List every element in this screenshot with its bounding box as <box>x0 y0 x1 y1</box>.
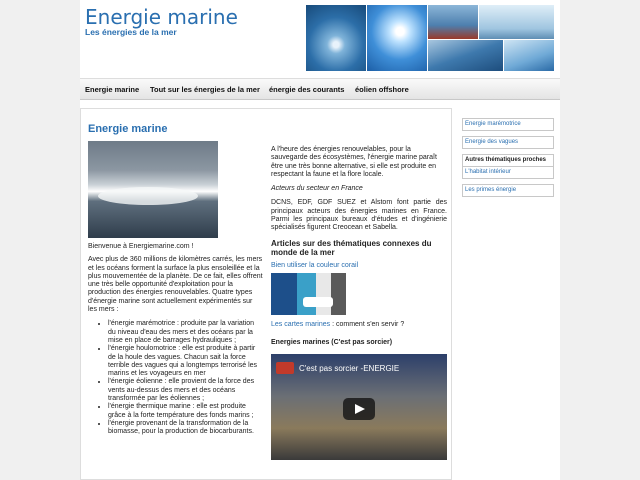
nav-tout-sur-les-energies[interactable]: Tout sur les énergies de la mer <box>150 85 260 94</box>
channel-logo-icon <box>276 362 294 374</box>
header <box>80 0 560 75</box>
play-icon[interactable] <box>343 398 375 420</box>
intro-paragraph: Avec plus de 360 millions de kilomètres carrés, les mers et les océans forment la surface la plus ensoleillée et la plus mouvementée de la planète. De ce fait, elles offrent une très belle opportunité d'exploitation pour la production des énergies renouvelables. Quatre types d'énergie marine sont actuellement expérimentés sur les mers : <box>88 256 263 314</box>
cartes-marines-link[interactable]: Les cartes marines <box>271 320 331 328</box>
banner-sun-image <box>367 5 427 71</box>
page <box>80 0 560 480</box>
bathroom-photo[interactable] <box>271 273 346 315</box>
main-content <box>80 108 452 480</box>
sidebar-link-maremotrice[interactable]: Energie marémotrice <box>462 118 554 131</box>
cartes-marines-suffix: : comment s'en servir ? <box>330 320 405 328</box>
list-item: • l'énergie éolienne : elle provient de la force des vents au-dessus des mers et des océans transformée par les éoliennes ; <box>108 378 263 403</box>
sidebar-link-habitat[interactable]: L'habitat intérieur <box>462 166 554 179</box>
content-left-column <box>88 141 263 437</box>
video-player[interactable] <box>271 354 447 460</box>
main-nav <box>80 78 560 100</box>
nav-energie-des-courants[interactable]: énergie des courants <box>269 85 345 94</box>
renewables-paragraph: A l'heure des énergies renouvelables, pour la sauvegarde des écosystèmes, l'énergie marine paraît être une très bonne alternative, si elle est produite en respectant la faune et la flore locale. <box>271 146 437 178</box>
related-articles-heading: Articles sur des thématiques connexes du monde de la mer <box>271 238 432 258</box>
banner-water-drop-image <box>306 5 366 71</box>
banner-turbine-image <box>428 5 478 39</box>
site-title[interactable]: Energie marine <box>85 5 238 29</box>
cartes-marines-row <box>271 321 447 329</box>
list-item: • l'énergie thermique marine : elle est produite grâce à la forte température des fonds marins ; <box>108 403 263 420</box>
list-item: • l'énergie marémotrice : produite par la variation du niveau d'eau des mers et des océans par la mise en place de barrages hydrauliques ; <box>108 320 263 345</box>
actors-paragraph: DCNS, EDF, GDF SUEZ et Alstom font partie des principaux acteurs des énergies marines en France. Parmi les principaux bureaux d'études et d'ingénierie spécialisés figurent Creocean et Sabella. <box>271 199 447 232</box>
video-title[interactable]: C'est pas sorcier -ENERGIE <box>299 363 400 373</box>
energy-types-list <box>108 320 263 436</box>
content-right-column <box>271 146 447 460</box>
sidebar <box>462 118 554 202</box>
nav-eolien-offshore[interactable]: éolien offshore <box>355 85 409 94</box>
corail-article-link[interactable]: Bien utiliser la couleur corail <box>271 261 359 269</box>
site-tagline: Les énergies de la mer <box>85 27 177 37</box>
sidebar-link-vagues[interactable]: Energie des vagues <box>462 136 554 149</box>
stormy-sea-photo <box>88 141 218 238</box>
banner-wave-image <box>428 40 503 71</box>
list-item: • l'énergie houlomotrice : elle est produite à partir de la houle des vagues. Chacun sait la force terrible des vagues qui a longtemps terrorisé les marins et les voyageurs en mer <box>108 345 263 378</box>
banner-sea-image <box>504 40 554 71</box>
video-heading: Energies marines (C'est pas sorcier) <box>271 339 393 347</box>
welcome-text: Bienvenue à Energiemarine.com ! <box>88 243 194 250</box>
nav-energie-marine[interactable]: Energie marine <box>85 85 140 94</box>
page-title: Energie marine <box>88 123 168 135</box>
sidebar-heading: Autres thématiques proches <box>462 154 554 166</box>
banner-wind-farm-image <box>479 5 554 39</box>
list-item: • l'énergie provenant de la transformation de la biomasse, pour la production de biocarburants. <box>108 420 263 437</box>
actors-heading: Acteurs du secteur en France <box>271 185 363 193</box>
sidebar-link-primes[interactable]: Les primes énergie <box>462 184 554 197</box>
header-banner <box>306 5 554 71</box>
